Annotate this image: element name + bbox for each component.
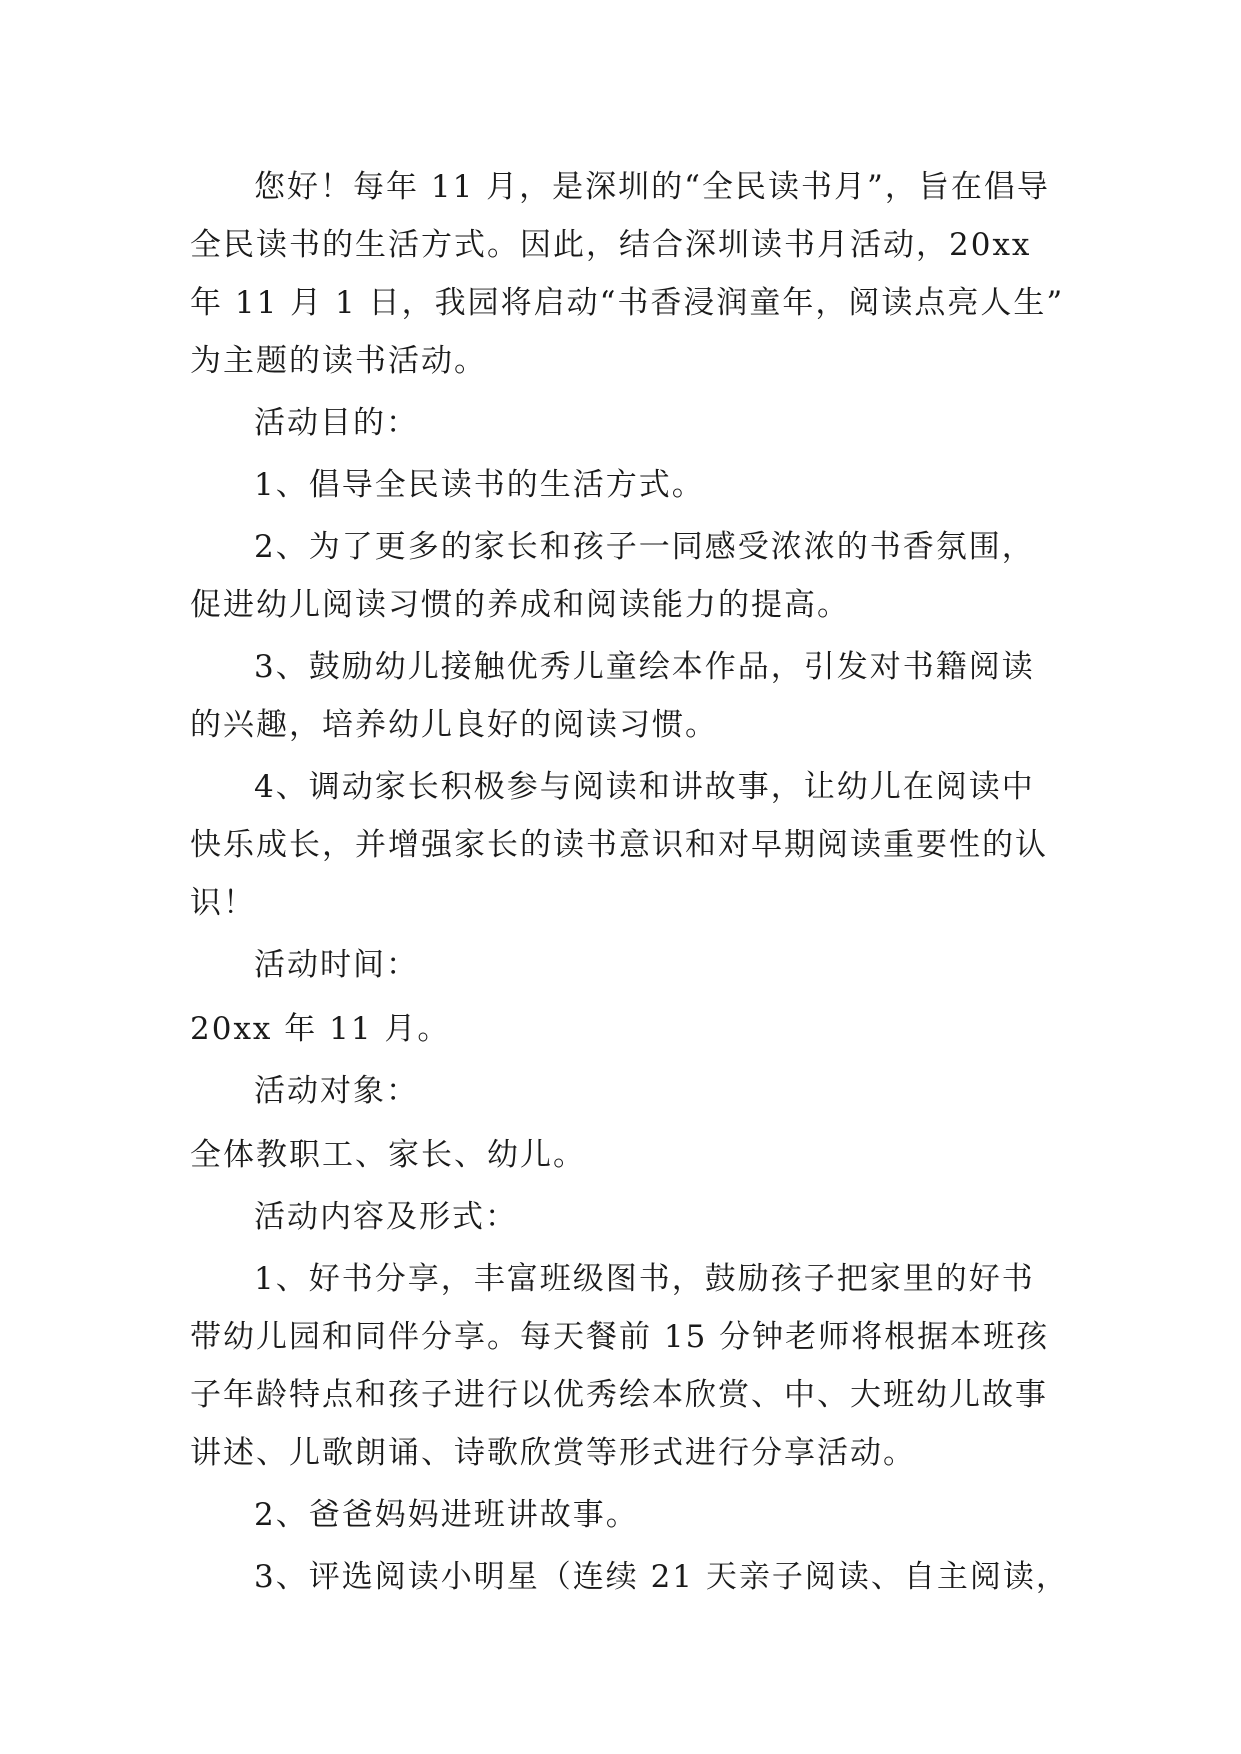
text-line: 识！ <box>190 885 256 921</box>
text-line: 的兴趣，培养幼儿良好的阅读习惯。 <box>190 707 718 743</box>
text-line: 为主题的读书活动。 <box>190 343 487 379</box>
text-line: 全民读书的生活方式。因此，结合深圳读书月活动，20xx <box>190 227 1032 263</box>
target-value: 全体教职工、家长、幼儿。 <box>190 1137 586 1173</box>
text-line: 促进幼儿阅读习惯的养成和阅读能力的提高。 <box>190 587 850 623</box>
heading-content: 活动内容及形式： <box>254 1199 518 1235</box>
content-item-2: 2、爸爸妈妈进班讲故事。 <box>254 1497 639 1533</box>
text-line: 3、鼓励幼儿接触优秀儿童绘本作品，引发对书籍阅读 <box>254 649 1035 685</box>
text-line: 子年龄特点和孩子进行以优秀绘本欣赏、中、大班幼儿故事 <box>190 1377 1048 1413</box>
time-value: 20xx 年 11 月。 <box>190 1011 451 1047</box>
text-line: 快乐成长，并增强家长的读书意识和对早期阅读重要性的认 <box>190 827 1048 863</box>
text-line: 1、好书分享，丰富班级图书，鼓励孩子把家里的好书 <box>254 1261 1035 1297</box>
text-line: 带幼儿园和同伴分享。每天餐前 15 分钟老师将根据本班孩 <box>190 1319 1050 1355</box>
purpose-item-1: 1、倡导全民读书的生活方式。 <box>254 467 705 503</box>
text-line: 您好！每年 11 月，是深圳的“全民读书月”，旨在倡导 <box>254 169 1050 205</box>
heading-time: 活动时间： <box>254 947 419 983</box>
paragraph-intro <box>190 158 1065 390</box>
text-line: 年 11 月 1 日，我园将启动“书香浸润童年，阅读点亮人生” <box>190 285 1065 321</box>
content-item-1 <box>190 1250 1050 1482</box>
text-line: 2、为了更多的家长和孩子一同感受浓浓的书香氛围， <box>254 529 1035 565</box>
document-body <box>190 158 1069 1606</box>
purpose-item-4 <box>190 758 1050 932</box>
content-item-3: 3、评选阅读小明星（连续 21 天亲子阅读、自主阅读， <box>254 1559 1069 1595</box>
purpose-item-3 <box>190 638 1050 754</box>
heading-purpose: 活动目的： <box>254 405 419 441</box>
text-line: 4、调动家长积极参与阅读和讲故事，让幼儿在阅读中 <box>254 769 1035 805</box>
heading-target: 活动对象： <box>254 1073 419 1109</box>
text-line: 讲述、儿歌朗诵、诗歌欣赏等形式进行分享活动。 <box>190 1435 916 1471</box>
purpose-item-2 <box>190 518 1050 634</box>
